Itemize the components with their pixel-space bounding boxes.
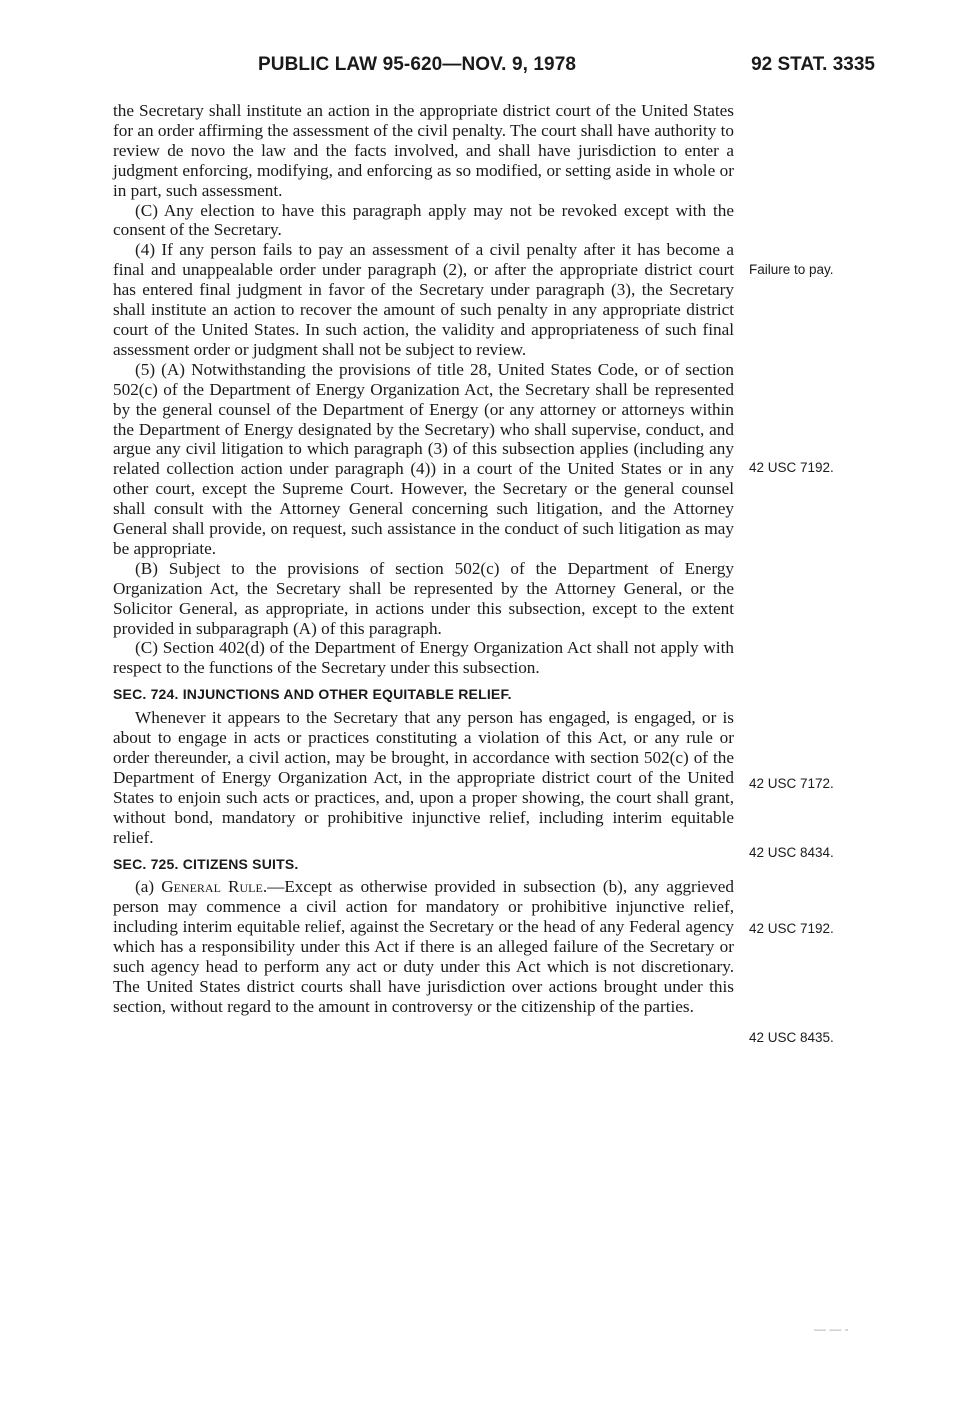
footer-mark: — — -: [814, 1322, 849, 1336]
paragraph-continuation: the Secretary shall institute an action in the appropriate district court of the United States for an order affirming the assessment of the civil penalty. The court shall have authority to review de novo the law and the facts involved, and shall have jurisdiction to enter a judgment enforcing, modifying, and enforcing as so modified, or setting aside in whole or in part, such assessment.: [113, 101, 734, 200]
paragraph-5c-section-402d: (C) Section 402(d) of the Department of Energy Organization Act shall not apply with respect to the functions of the Secretary under this subsection.: [113, 638, 734, 678]
margin-note-failure-to-pay: Failure to pay.: [749, 262, 834, 277]
section-724-heading: SEC. 724. INJUNCTIONS AND OTHER EQUITABLE RELIEF.: [113, 686, 512, 703]
margin-note-42-usc-7192: 42 USC 7192.: [749, 460, 834, 475]
margin-note-42-usc-8435: 42 USC 8435.: [749, 1030, 834, 1045]
paragraph-5b-attorney-general: (B) Subject to the provisions of section 502(c) of the Department of Energy Organization Act, the Secretary shall be represented by the Attorney General, or the Solicitor General, as appropriate, in actions under this subsection, except to the extent provided in subparagraph (A) of this paragraph.: [113, 558, 734, 638]
margin-note-42-usc-7172: 42 USC 7172.: [749, 776, 834, 791]
page-header: [0, 54, 955, 82]
general-rule-text: Except as otherwise provided in subsection (b), any aggrieved person may commence a civil action for mandatory or prohibitive injunctive relief, including interim equitable relief, against the Secretary or the head of any Federal agency which has a responsibility under this Act if there is an alleged failure of the Secretary or such agency head to perform any act or duty under this Act which is not discretionary. The United States district courts shall have jurisdiction over actions brought under this section, without regard to the amount in controversy or the citizenship of the parties.: [113, 877, 734, 1016]
subsection-caption: General Rule: [161, 877, 263, 897]
caption-dash: .—: [262, 877, 285, 897]
page-number: 92 STAT. 3335: [751, 54, 875, 75]
body-text: [113, 101, 734, 1017]
running-head: PUBLIC LAW 95-620—NOV. 9, 1978: [258, 54, 577, 75]
margin-note-42-usc-8434: 42 USC 8434.: [749, 845, 834, 860]
paragraph-general-rule: [113, 877, 734, 1016]
subsection-label: (a): [135, 877, 162, 897]
section-725-heading: SEC. 725. CITIZENS SUITS.: [113, 855, 299, 872]
paragraph-c-election: (C) Any election to have this paragraph apply may not be revoked except with the consent of the Secretary.: [113, 200, 734, 240]
paragraph-4-failure-to-pay: (4) If any person fails to pay an assessment of a civil penalty after it has become a final and unappealable order under paragraph (2), or after the appropriate district court has entered final judgment in favor of the Secretary under paragraph (3), the Secretary shall institute an action to recover the amount of such penalty in any appropriate district court of the United States. In such action, the validity and appropriateness of such final assessment order or judgment shall not be subject to review.: [113, 240, 734, 359]
paragraph-5a-representation: (5) (A) Notwithstanding the provisions of title 28, United States Code, or of section 502(c) of the Department of Energy Organization Act, the Secretary shall be represented by the general counsel of the Department of Energy (or any attorney or attorneys within the Department of Energy designated by the Secretary) who shall supervise, conduct, and argue any civil litigation to which paragraph (3) of this subsection applies (including any related collection action under paragraph (4)) in a court of the United States or in any other court, except the Supreme Court. However, the Secretary or the general counsel shall consult with the Attorney General concerning such litigation, and the Attorney General shall provide, on request, such assistance in the conduct of such litigation as may be appropriate.: [113, 359, 734, 558]
margin-note-42-usc-7192-b: 42 USC 7192.: [749, 921, 834, 936]
paragraph-injunctions: Whenever it appears to the Secretary that any person has engaged, is engaged, or is about to engage in acts or practices constituting a violation of this Act, or any rule or order thereunder, a civil action, may be brought, in accordance with section 502(c) of the Department of Energy Organization Act, in the appropriate district court of the United States to enjoin such acts or practices, and, upon a proper showing, the court shall grant, without bond, mandatory or prohibitive injunctive relief, including interim equitable relief.: [113, 708, 734, 847]
